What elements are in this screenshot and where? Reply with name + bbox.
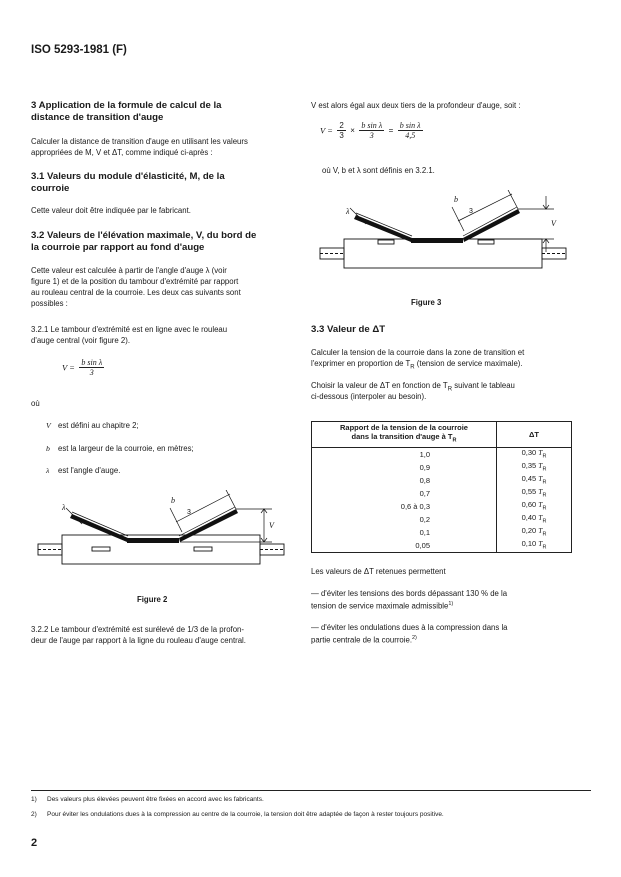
formula-v-in-line: [62, 358, 104, 377]
ratio-cell: 0,05: [312, 539, 497, 553]
right-intro: V est alors égal aux deux tiers de la profondeur d'auge, soit :: [311, 101, 521, 110]
table-row: [312, 500, 572, 513]
section-3-2-text-line2: figure 1) et de la position du tambour d'extrémité par rapport: [31, 277, 239, 286]
footnote-1-mark: 1): [31, 796, 37, 803]
fig2-label-b: b: [171, 496, 175, 505]
belt-center: [411, 238, 463, 243]
ratio-cell: 0,8: [312, 474, 497, 487]
s33-line3-text: Choisir la valeur de ΔT en fonction de T: [311, 381, 448, 390]
formula2-lhs: V =: [320, 125, 333, 136]
formula2-frac2: [359, 121, 384, 140]
section-3-1-title-line2: courroie: [31, 183, 70, 194]
side-roller-base-right: [194, 547, 212, 551]
delta-unit: T: [538, 487, 543, 497]
formula2-frac3-den: 4,5: [405, 131, 416, 140]
table-row: [312, 447, 572, 461]
footnote-separator: [31, 790, 591, 791]
section-3-3-line1: Calculer la tension de la courroie dans la zone de transition et: [311, 348, 525, 357]
ratio-cell: 1,0: [312, 447, 497, 461]
section-3-2-title-line1: 3.2 Valeurs de l'élévation maximale, V, du bord de: [31, 230, 257, 241]
fig2-label-lambda: λ: [62, 503, 66, 512]
section-3-3-line2: [311, 358, 523, 374]
delta-cell: [497, 474, 572, 487]
table-header-delta: ΔT: [497, 422, 572, 448]
table-row: [312, 474, 572, 487]
fig3-label-v: V: [551, 219, 556, 228]
footnote-2-mark: 2): [31, 811, 37, 818]
delta-unit: T: [538, 500, 543, 510]
section-3-title-line2: distance de transition d'auge: [31, 112, 164, 123]
delta-value: 0,10: [521, 539, 537, 549]
ratio-cell: 0,9: [312, 461, 497, 474]
formula2-frac2-den: 3: [369, 131, 374, 140]
symbol-lambda: λ: [46, 466, 50, 475]
formula-fraction: [79, 358, 104, 377]
formula-v-raised: [320, 121, 423, 140]
section-3-title-line1: 3 Application de la formule de calcul de la: [31, 100, 222, 111]
definition-v: est défini au chapitre 2;: [58, 421, 139, 430]
table-body: [312, 447, 572, 552]
section-3-2-text-line4: possibles :: [31, 299, 68, 308]
fig3-label-b: b: [454, 195, 458, 204]
delta-cell: [497, 500, 572, 513]
delta-cell: [497, 461, 572, 474]
s33-line2-text: l'exprimer en proportion de T: [311, 359, 411, 368]
formula2-frac1-den: 3: [339, 131, 344, 140]
belt-left-wing: [354, 215, 412, 242]
section-3-3-line4: ci-dessous (interpoler au besoin).: [311, 392, 427, 401]
delta-value: 0,30: [521, 448, 537, 458]
delta-cell: [497, 526, 572, 539]
formula2-frac1: [337, 121, 345, 140]
footnote-ref-2: 2): [411, 635, 417, 641]
delta-unit: T: [538, 461, 543, 471]
formula2-equals: =: [388, 126, 394, 135]
right-definitions-ref: où V, b et λ sont définis en 3.2.1.: [322, 166, 435, 175]
figure-3-drawing: [318, 190, 578, 285]
section-3-2-1-line1: 3.2.1 Le tambour d'extrémité est en ligne avec le rouleau: [31, 325, 228, 334]
footnote-2-text: Pour éviter les ondulations dues à la compression au centre de la courroie, la tension doit être adaptée de façon à rester toujours positive.: [47, 811, 444, 818]
table-row: [312, 487, 572, 500]
formula-numerator: b sin λ: [81, 358, 103, 367]
figure-2-drawing: [36, 490, 288, 585]
delta-unit-sub: R: [542, 544, 547, 551]
delta-unit-sub: R: [542, 505, 547, 512]
delta-unit-sub: R: [542, 492, 547, 499]
side-roller-base-right: [478, 240, 494, 244]
section-3-text-line2: appropriées de M, V et ΔT, comme indiqué ci-après :: [31, 148, 213, 157]
table-row: [312, 461, 572, 474]
delta-t-table: [311, 421, 572, 553]
fig2-label-third: 3: [187, 509, 191, 516]
formula-denominator: 3: [89, 368, 94, 377]
ratio-cell: 0,6 à 0,3: [312, 500, 497, 513]
delta-unit-sub: R: [542, 531, 547, 538]
formula2-frac3-num: b sin λ: [399, 121, 421, 130]
ratio-cell: 0,7: [312, 487, 497, 500]
belt-left-wing: [70, 514, 128, 542]
formula2-frac2-num: b sin λ: [361, 121, 383, 130]
table-row: [312, 539, 572, 553]
side-roller-base-left: [92, 547, 110, 551]
end-pulley: [344, 239, 542, 268]
belt-center: [127, 538, 179, 543]
table-header-row: [312, 422, 572, 448]
delta-value: 0,40: [521, 513, 537, 523]
formula2-frac1-num: 2: [339, 121, 344, 130]
bullet-1-line2: [311, 599, 453, 612]
side-roller-base-left: [378, 240, 394, 244]
formula2-times: ×: [350, 126, 355, 135]
delta-value: 0,20: [521, 526, 537, 536]
footnote-ref-1: 1): [448, 601, 454, 607]
delta-unit: T: [538, 448, 543, 458]
table-row: [312, 526, 572, 539]
s33-line2-sub: R: [410, 364, 415, 371]
delta-value: 0,55: [521, 487, 537, 497]
delta-unit: T: [538, 513, 543, 523]
bullet-1-line1: — d'éviter les tensions des bords dépassant 130 % de la: [311, 589, 508, 598]
formula-lhs: V =: [62, 362, 75, 373]
footnote-1-text: Des valeurs plus élevées peuvent être fixées en accord avec les fabricants.: [47, 796, 264, 803]
fig3-label-third: 3: [469, 208, 473, 215]
section-3-1-text: Cette valeur doit être indiquée par le fabricant.: [31, 206, 191, 215]
section-3-1-title-line1: 3.1 Valeurs du module d'élasticité, M, de la: [31, 171, 225, 182]
section-3-2-1-line2: d'auge central (voir figure 2).: [31, 336, 130, 345]
delta-unit: T: [538, 539, 543, 549]
s33-line2-tail: (tension de service maximale).: [414, 359, 523, 368]
delta-value: 0,45: [521, 474, 537, 484]
figure-3-caption: Figure 3: [411, 298, 442, 307]
section-3-3-title: 3.3 Valeur de ΔT: [311, 324, 386, 335]
section-3-2-2-line1: 3.2.2 Le tambour d'extrémité est surélevé de 1/3 de la profon-: [31, 625, 244, 634]
delta-unit-sub: R: [542, 518, 547, 525]
symbol-b: b: [46, 444, 50, 453]
table-header-ratio: [312, 422, 497, 448]
delta-cell: [497, 513, 572, 526]
definition-lambda: est l'angle d'auge.: [58, 466, 121, 475]
delta-cell: [497, 539, 572, 553]
delta-unit: T: [538, 526, 543, 536]
table-header-ratio-line1: Rapport de la tension de la courroie: [340, 423, 468, 432]
delta-value: 0,60: [521, 500, 537, 510]
page-number: 2: [31, 837, 38, 849]
fig2-label-v: V: [269, 521, 274, 530]
delta-unit-sub: R: [542, 466, 547, 473]
s33-line3-tail: suivant le tableau: [452, 381, 515, 390]
delta-cell: [497, 447, 572, 461]
document-id: ISO 5293-1981 (F): [31, 44, 127, 56]
section-3-2-title-line2: la courroie par rapport au fond d'auge: [31, 242, 205, 253]
delta-cell: [497, 487, 572, 500]
ratio-cell: 0,1: [312, 526, 497, 539]
figure-2-caption: Figure 2: [137, 595, 168, 604]
retained-values-text: Les valeurs de ΔT retenues permettent: [311, 567, 446, 576]
bullet-1-line2-text: tension de service maximale admissible: [311, 601, 449, 611]
ratio-cell: 0,2: [312, 513, 497, 526]
bullet-2-line2: [311, 633, 417, 646]
bullet-2-line1: — d'éviter les ondulations dues à la compression dans la: [311, 623, 508, 632]
table-header-ratio-sub: R: [452, 437, 457, 444]
delta-unit-sub: R: [542, 453, 547, 460]
table-row: [312, 513, 572, 526]
where-label: où: [31, 399, 40, 408]
section-3-2-text-line3: au rouleau central de la courroie. Les deux cas suivants sont: [31, 288, 241, 297]
s33-line3-sub: R: [447, 386, 453, 393]
section-3-text-line1: Calculer la distance de transition d'auge en utilisant les valeurs: [31, 137, 248, 146]
delta-unit-sub: R: [542, 479, 547, 486]
symbol-v: V: [46, 421, 51, 430]
table-header-ratio-line2: dans la transition d'auge à T: [351, 432, 453, 441]
fig3-label-lambda: λ: [346, 207, 350, 216]
bullet-2-line2-text: partie centrale de la courroie.: [311, 635, 412, 645]
delta-unit: T: [538, 474, 543, 484]
definition-b: est la largeur de la courroie, en mètres;: [58, 444, 194, 453]
section-3-2-text-line1: Cette valeur est calculée à partir de l'angle d'auge λ (voir: [31, 266, 227, 275]
delta-value: 0,35: [521, 461, 537, 471]
section-3-2-2-line2: deur de l'auge par rapport à la ligne du rouleau d'auge central.: [31, 636, 246, 645]
formula2-frac3: [398, 121, 423, 140]
